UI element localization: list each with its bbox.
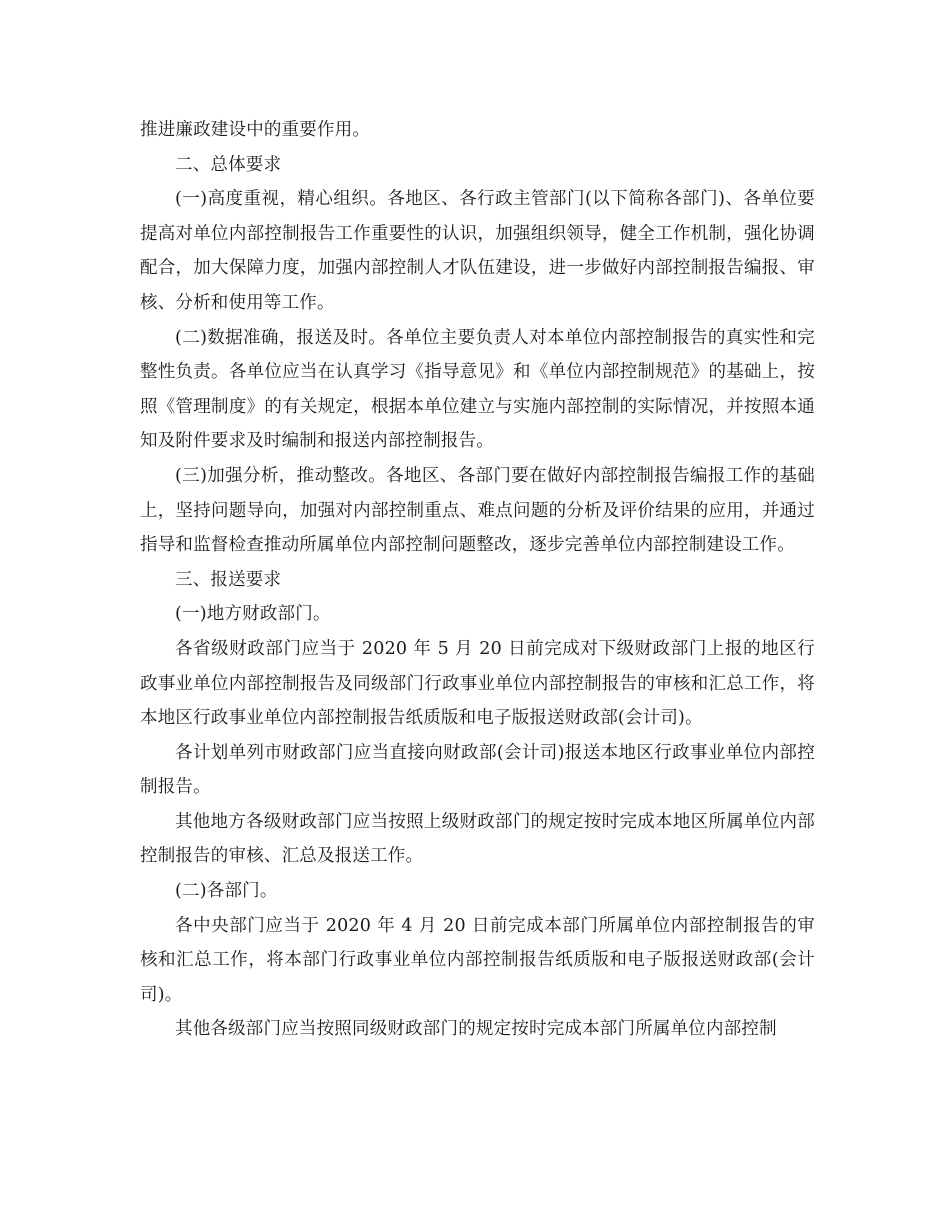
subsection-heading: (一)地方财政部门。 xyxy=(175,604,331,625)
document-body xyxy=(140,113,815,1047)
paragraph: 其他地方各级财政部门应当按照上级财政部门的规定按时完成本地区所属单位内部控制报告的审核、汇总及报送工作。 xyxy=(140,811,815,867)
paragraph: 各省级财政部门应当于 2020 年 5 月 20 日前完成对下级财政部门上报的地区行政事业单位内部控制报告及同级部门行政事业单位内部控制报告的审核和汇总工作，将本地区行政事业单位内部控制报告纸质版和电子版报送财政部(会计司)。 xyxy=(140,638,815,729)
paragraph: (二)数据准确，报送及时。各单位主要负责人对本单位内部控制报告的真实性和完整性负责。各单位应当在认真学习《指导意见》和《单位内部控制规范》的基础上，按照《管理制度》的有关规定，根据本单位建立与实施内部控制的实际情况，并按照本通知及附件要求及时编制和报送内部控制报告。 xyxy=(140,327,815,452)
section-heading: 二、总体要求 xyxy=(175,154,282,175)
paragraph: 各中央部门应当于 2020 年 4 月 20 日前完成本部门所属单位内部控制报告的审核和汇总工作，将本部门行政事业单位内部控制报告纸质版和电子版报送财政部(会计司)。 xyxy=(140,915,815,1005)
section-heading: 三、报送要求 xyxy=(175,569,282,590)
paragraph: 各计划单列市财政部门应当直接向财政部(会计司)报送本地区行政事业单位内部控制报告。 xyxy=(140,742,815,798)
paragraph: (三)加强分析，推动整改。各地区、各部门要在做好内部控制报告编报工作的基础上，坚持问题导向，加强对内部控制重点、难点问题的分析及评价结果的应用，并通过指导和监督检查推动所属单位内部控制问题整改，逐步完善单位内部控制建设工作。 xyxy=(140,465,815,556)
subsection-heading: (二)各部门。 xyxy=(175,881,278,902)
paragraph: (一)高度重视，精心组织。各地区、各行政主管部门(以下简称各部门)、各单位要提高对单位内部控制报告工作重要性的认识，加强组织领导，健全工作机制，强化协调配合，加大保障力度，加强内部控制人才队伍建设，进一步做好内部控制报告编报、审核、分析和使用等工作。 xyxy=(140,189,815,313)
paragraph: 推进廉政建设中的重要作用。 xyxy=(140,120,371,140)
paragraph: 其他各级部门应当按照同级财政部门的规定按时完成本部门所属单位内部控制 xyxy=(175,1019,777,1040)
